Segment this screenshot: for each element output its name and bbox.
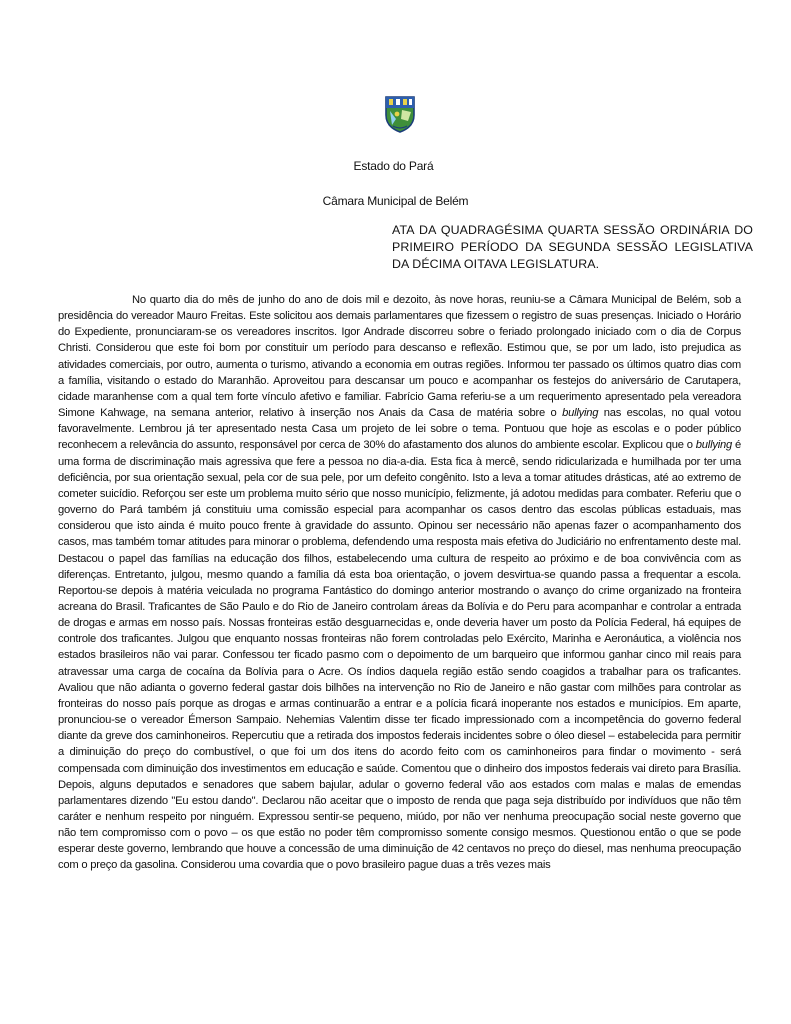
body-paragraph	[58, 292, 741, 874]
body-text-part-3: é uma forma de discriminação mais agressiva que fere a pessoa no dia-a-dia. Esta fica à mercê, sendo ridicularizada e humilhada por ter uma deficiência, por sua orientação sexual, pela cor de sua pele, por um defeito congênito. Isto a leva a tomar atitudes drásticas, até ao extremo de cometer suicídio. Reforçou ser este um problema muito sério que nosso município, felizmente, já adotou medidas para combater. Referiu que o governo do Pará também já constituiu uma comissão especial para acompanhar os casos dentro das escolas públicas estaduais, mas considerou que isto ainda é muito pouco frente à gravidade do assunto. Opinou ser necessário não apenas fazer o acompanhamento dos casos, mas também tomar atitudes para minorar o problema, defendendo uma resposta mais efetiva do Judiciário no enfrentamento deste mal. Destacou o papel das famílias na educação dos filhos, estabelecendo uma cultura de respeito ao próximo e de boa convivência com as diferenças. Entretanto, julgou, mesmo quando a família dá esta boa orientação, o jovem desvirtua-se quando passa a frequentar a escola. Reportou-se depois à matéria veiculada no programa Fantástico do domingo anterior mostrando o avanço do crime organizado na fronteira acreana do Brasil. Traficantes de São Paulo e do Rio de Janeiro controlam áreas da Bolívia e do Peru para acompanhar e controlar a entrada de drogas e armas em nosso país. Nossas fronteiras estão desguarnecidas e, onde deveria haver um posto da Polícia Federal, há equipes de controle dos traficantes. Julgou que enquanto nossas fronteiras não forem controladas pelo Exército, Marinha e Aeronáutica, a violência nos estados brasileiros não vai parar. Confessou ter ficado pasmo com o depoimento de um barqueiro que informou ganhar cinco mil reais para atravessar uma carga de cocaína da Bolívia para o Acre. Os índios daquela região estão sendo coagidos a trabalhar para os traficantes. Avaliou que não adianta o governo federal gastar dois bilhões na intervenção no Rio de Janeiro e não gastar com milhões para controlar as fronteiras do nosso país porque as drogas e armas continuarão a entrar e a polícia ficará inoperante nos estados e municípios. Em aparte, pronunciou-se o vereador Émerson Sampaio. Nehemias Valentim disse ter ficado impressionado com a incompetência do governo federal diante da greve dos caminhoneiros. Repercutiu que a retirada dos impostos federais incidentes sobre o óleo diesel – estabelecida para permitir a diminuição do preço do combustível, o que foi um dos itens do acordo feito com os caminhoneiros para findar o movimento - será compensada com diminuição dos investimentos em educação e saúde. Comentou que o dinheiro dos impostos federais vai direto para Brasília. Depois, alguns deputados e senadores que sabem bajular, adular o governo federal vão aos estados com malas e malas de emendas parlamentares dizendo "Eu estou dando". Declarou não aceitar que o imposto de renda que paga seja distribuído por indivíduos que não têm caráter e nenhum respeito por ninguém. Expressou sentir-se pequeno, miúdo, por não ver nenhuma preocupação social neste governo que não tem compromisso com o povo – os que estão no poder têm compromisso somente consigo mesmos. Questionou então o que se pode esperar deste governo, lembrando que houve a concessão de uma diminuição de 42 centavos no preço do diesel, mas nenhuma preocupação com o preço da gasolina. Considerou uma covardia que o povo brasileiro pague duas a três vezes mais	[58, 439, 741, 872]
minutes-body	[58, 292, 741, 874]
minutes-title: ATA DA QUADRAGÉSIMA QUARTA SESSÃO ORDINÁRIA DO PRIMEIRO PERÍODO DA SEGUNDA SESSÃO LEGISLATIVA DA DÉCIMA OITAVA LEGISLATURA.	[392, 223, 753, 272]
body-text-part-1: No quarto dia do mês de junho do ano de dois mil e dezoito, às nove horas, reuniu-se a Câmara Municipal de Belém, sob a presidência do vereador Mauro Freitas. Este solicitou aos demais parlamentares que fizessem o registro de suas presenças. Iniciado o Horário do Expediente, pronunciaram-se os vereadores inscritos. Igor Andrade discorreu sobre o feriado prolongado iniciado com o dia de Corpus Christi. Considerou que este foi bom por constituir um período para descanso e reflexão. Estimou que, se por um lado, isto prejudica as atividades comerciais, por outro, aumenta o turismo, ativando a economia em outras regiões. Informou ter passado os últimos quatro dias com a família, visitando o estado do Maranhão. Aproveitou para descansar um pouco e acompanhar os festejos do aniversário de Carutapera, cidade maranhense com a qual tem forte vínculo afetivo e familiar. Fabrício Gama referiu-se a um requerimento apresentado pela vereadora Simone Kahwage, na semana anterior, relativo à inserção nos Anais da Casa de matéria sobre o	[58, 294, 741, 420]
body-term-bullying-1: bullying	[562, 407, 599, 420]
body-text-part-2: nas escolas, no qual votou favoravelmente. Lembrou já ter apresentado nesta Casa um projeto de lei sobre o tema. Pontuou que hoje as escolas e o poder público reconhecem a relevância do assunto, responsável por cerca de 30% do afastamento dos alunos do ambiente escolar. Explicou que o	[58, 407, 741, 452]
state-heading: Estado do Pará	[353, 159, 434, 173]
coat-of-arms-logo	[384, 95, 416, 133]
chamber-heading: Câmara Municipal de Belém	[322, 194, 469, 208]
body-term-bullying-2: bullying	[695, 439, 732, 452]
